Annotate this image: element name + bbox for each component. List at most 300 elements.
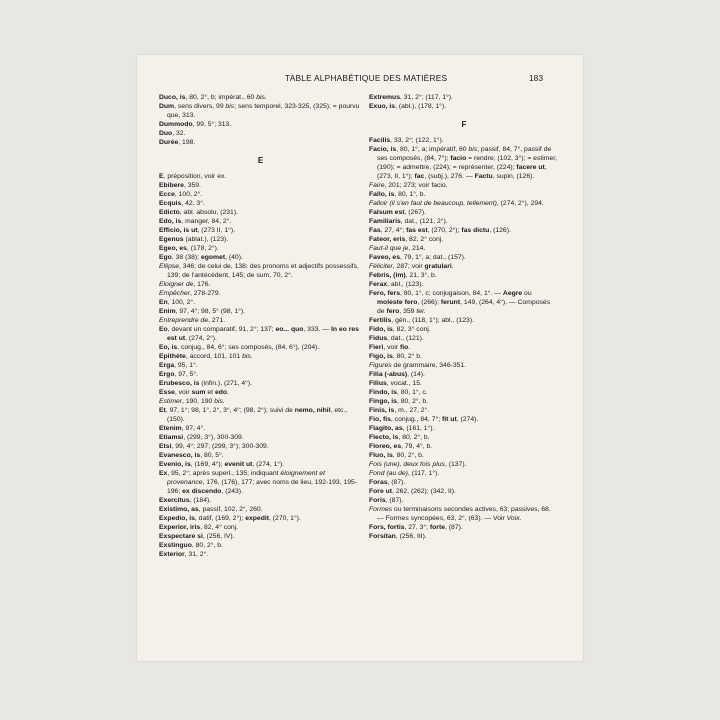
index-entry	[159, 541, 362, 550]
index-entry	[369, 289, 559, 316]
entry-headword: Forsitan	[369, 533, 396, 540]
entry-text: , 97, 4°; 98, 5° (98, 1°).	[175, 308, 245, 315]
entry-text: ; passif, 84, 7°, passif de ses composés, (84, 7°);	[377, 146, 552, 162]
entry-text: , (274, 1°).	[252, 461, 285, 468]
entry-headword: Exstinguo	[159, 542, 192, 549]
index-entry	[159, 433, 362, 442]
entry-headword: Aegre	[502, 290, 523, 297]
entry-text: , (126).	[489, 227, 511, 234]
index-entry	[159, 138, 362, 147]
entry-text: , (subj.), 276. —	[424, 173, 475, 180]
entry-text: , 100, 2°.	[167, 299, 195, 306]
entry-text: , dat., (121).	[387, 335, 424, 342]
entry-headword: Edicto	[159, 209, 180, 216]
entry-headword: Evenio, is	[159, 461, 191, 468]
page-number: 183	[529, 73, 543, 83]
entry-headword: Fidus	[369, 335, 388, 342]
index-entry	[159, 325, 362, 343]
index-entry	[159, 298, 362, 307]
entry-headword: Extremus	[369, 94, 400, 101]
index-entry	[369, 496, 559, 505]
entry-text: , 80, 2°, b.	[396, 398, 429, 405]
index-entry	[369, 190, 559, 199]
index-entry	[159, 172, 362, 181]
index-entry	[159, 235, 362, 244]
entry-italic: Figures	[369, 362, 392, 369]
index-column-left	[159, 93, 362, 559]
entry-headword: Filia (-abus)	[369, 371, 408, 378]
entry-headword: egomet	[200, 254, 226, 261]
index-entry	[369, 280, 559, 289]
entry-text: , 359.	[183, 182, 201, 189]
entry-italic: ter.	[416, 308, 426, 315]
index-entry	[159, 388, 362, 397]
entry-headword: gratulari	[424, 263, 452, 270]
entry-text: , 31, 2°.	[184, 551, 209, 558]
entry-text: , 99, 4°; 297; (299, 3°); 300-309.	[171, 443, 269, 450]
index-entry	[159, 208, 362, 217]
index-entry	[369, 532, 559, 541]
index-entry	[369, 262, 559, 271]
entry-text: , 31, 2°; (117, 1°).	[399, 94, 453, 101]
index-entry	[369, 226, 559, 235]
entry-headword: Existimo, as	[159, 506, 199, 513]
entry-headword: Ecce	[159, 191, 175, 198]
entry-headword: Exercitus	[159, 497, 190, 504]
index-entry	[369, 415, 559, 424]
index-entry	[159, 361, 362, 370]
entry-headword: Expedio, is	[159, 515, 195, 522]
entry-text: , conjug., 84, 6°; ses composés, (84, 6°), (204).	[177, 344, 320, 351]
entry-text: , (267).	[404, 209, 427, 216]
entry-text: , (117, 1°).	[407, 470, 440, 477]
entry-text: ou terminaisons secondes actives, 63; passives, 68. — Formes syncopées, 63, 2°, (63). — Voir	[377, 506, 551, 522]
entry-text: ou	[522, 290, 532, 297]
entry-headword: Ergo	[159, 371, 175, 378]
entry-text: ; sens temporel, 323-325, (325); = pourvu que, 313.	[167, 103, 360, 119]
index-entry	[369, 244, 559, 253]
entry-text: , 190, 190	[182, 398, 215, 405]
index-entry	[159, 406, 362, 424]
entry-italic: Ellipse	[159, 263, 180, 270]
entry-text: (ablat.), (123).	[183, 236, 229, 243]
entry-headword: Dummodo	[159, 121, 193, 128]
entry-italic: Eloigner de	[159, 281, 194, 288]
entry-headword: Eo, is	[159, 344, 178, 351]
entry-text: , 27, 4°;	[380, 227, 407, 234]
entry-text: , 82, 4° conj.	[200, 524, 239, 531]
entry-text: , sens divers, 99	[174, 103, 226, 110]
entry-headword: evenit ut	[224, 461, 253, 468]
index-entry	[159, 244, 362, 253]
entry-text: , (137).	[444, 461, 467, 468]
entry-text: , dat., (121, 2°).	[400, 218, 448, 225]
entry-headword: Egeo, es	[159, 245, 187, 252]
entry-italic: bis.	[242, 353, 253, 360]
index-entry	[159, 352, 362, 361]
running-title: TABLE ALPHABÉTIQUE DES MATIÈRES	[285, 73, 448, 83]
index-entry	[369, 352, 559, 361]
entry-headword: Foras	[369, 479, 388, 486]
entry-text: , (87).	[385, 497, 404, 504]
entry-text: , 99, 5°; 313.	[192, 121, 232, 128]
entry-italic: bis.	[256, 94, 267, 101]
entry-text: , 176.	[193, 281, 211, 288]
entry-headword: En	[159, 299, 168, 306]
entry-headword: Etiamsi	[159, 434, 184, 441]
entry-text: de grammaire, 346-351.	[391, 362, 467, 369]
index-entry	[369, 325, 559, 334]
entry-text: , 80, 2°, b.	[191, 542, 223, 549]
index-entry	[159, 370, 362, 379]
index-entry	[159, 523, 362, 532]
entry-headword: Familiaris	[369, 218, 401, 225]
index-entry	[369, 469, 559, 478]
entry-text: , 82, 2° conj.	[405, 236, 444, 243]
entry-headword: fio	[399, 344, 409, 351]
index-entry	[159, 424, 362, 433]
entry-text: , 27, 3°;	[404, 524, 430, 531]
index-entry	[369, 361, 559, 370]
entry-text: , etc., (150).	[167, 407, 348, 423]
entry-text: , conjug., 84, 7°;	[390, 416, 442, 423]
entry-text: , voir	[174, 389, 192, 396]
index-entry	[369, 102, 559, 111]
entry-text: , datif, (169, 2°);	[194, 515, 246, 522]
entry-text: , 278-279.	[189, 290, 221, 297]
entry-headword: Fingo, is	[369, 398, 397, 405]
entry-italic: Estimer	[159, 398, 183, 405]
entry-headword: Foris	[369, 497, 386, 504]
entry-text: , 80, 2°, b; impérat., 60	[185, 94, 257, 101]
entry-headword: nemo, nihil	[294, 407, 331, 414]
entry-headword: Etenim	[159, 425, 182, 432]
entry-headword: Facilis	[369, 137, 391, 144]
index-entry	[369, 235, 559, 244]
entry-text: , gén., (118, 1°); abl., (123).	[391, 317, 474, 324]
entry-text: , (270, 2°);	[427, 227, 462, 234]
index-entry	[159, 262, 362, 280]
entry-text: = rendre; (102, 3°); = estimer, (190); = admettre, (224); = représenter, (224);	[377, 155, 557, 171]
index-column-right	[369, 93, 559, 541]
entry-text: , 80, 1°, c; conjugaison, 84, 1°. —	[399, 290, 503, 297]
index-entry	[369, 487, 559, 496]
index-entry	[159, 442, 362, 451]
entry-headword: eo... quo	[275, 326, 304, 333]
entry-headword: facere ut	[516, 164, 545, 171]
entry-italic: Faut-il que je	[369, 245, 409, 252]
entry-text: , 333. —	[303, 326, 331, 333]
index-entry	[159, 93, 362, 102]
entry-headword: Fieri	[369, 344, 384, 351]
entry-text: , 79, 1°, a; dat., (157).	[399, 254, 466, 261]
entry-text: , (274).	[456, 416, 479, 423]
entry-headword: Flecto, is	[369, 434, 399, 441]
index-entry	[159, 253, 362, 262]
entry-text: , 32.	[172, 130, 186, 137]
entry-text: , (169, 4°);	[190, 461, 225, 468]
entry-text: , 80, 1°, b.	[394, 191, 426, 198]
index-entry	[159, 460, 362, 469]
entry-text: , 359	[399, 308, 417, 315]
index-entry	[159, 102, 362, 120]
entry-headword: Finis, is	[369, 407, 395, 414]
index-entry	[159, 280, 362, 289]
entry-text: , 214.	[408, 245, 426, 252]
entry-italic: Entreprendre de	[159, 317, 209, 324]
entry-text: (infin.), (271, 4°).	[199, 380, 253, 387]
index-entry	[159, 343, 362, 352]
index-entry	[369, 136, 559, 145]
entry-text: , 95, 2°; après superl., 135; indiquant	[167, 470, 281, 477]
entry-headword: Fors, fortis	[369, 524, 405, 531]
entry-text: , 21, 3°, b.	[405, 272, 437, 279]
entry-headword: moleste fero	[377, 299, 418, 306]
entry-italic: Empêcher	[159, 290, 190, 297]
entry-text: , 201; 273; voir facio.	[384, 182, 448, 189]
entry-text: , m., 27, 2°.	[394, 407, 430, 414]
entry-headword: Ebibere	[159, 182, 184, 189]
index-entry	[369, 181, 559, 190]
index-entry	[369, 343, 559, 352]
entry-text: , 262, (262); (342, II).	[392, 488, 456, 495]
entry-headword: Evanesco, is	[159, 452, 201, 459]
index-entry	[159, 532, 362, 541]
entry-headword: Findo, is	[369, 389, 397, 396]
index-entry	[159, 181, 362, 190]
entry-headword: Fateor, eris	[369, 236, 406, 243]
index-entry	[369, 433, 559, 442]
entry-text: , (274, 2°).	[185, 335, 217, 342]
index-entry	[159, 316, 362, 325]
section-letter: E	[257, 156, 264, 165]
entry-text: , (273 II, 1°).	[197, 227, 236, 234]
index-entry	[159, 379, 362, 388]
entry-text: , 42, 3°.	[181, 200, 205, 207]
entry-text: , voir	[383, 344, 400, 351]
entry-italic: Formes	[369, 506, 393, 513]
entry-headword: fit ut	[442, 416, 457, 423]
index-entry	[369, 271, 559, 280]
index-entry	[369, 478, 559, 487]
entry-headword: Edo, is	[159, 218, 182, 225]
entry-text: , 82, 3° conj.	[392, 326, 431, 333]
entry-text: , préposition, voir ex.	[163, 173, 227, 180]
entry-text: , 80, 1°, a; impératif, 60	[396, 146, 469, 153]
entry-text: , 95, 1°.	[174, 362, 198, 369]
index-entry	[159, 307, 362, 316]
entry-headword: expedit	[245, 515, 270, 522]
index-entry	[369, 442, 559, 451]
entry-headword: Fallo, is	[369, 191, 395, 198]
entry-headword: Floreo, es	[369, 443, 402, 450]
entry-headword: Ex	[159, 470, 168, 477]
entry-headword: Ecquis	[159, 200, 182, 207]
entry-headword: Exspectare si	[159, 533, 203, 540]
entry-headword: Fertilis	[369, 317, 392, 324]
index-entry	[369, 388, 559, 397]
entry-italic: bis	[225, 103, 235, 110]
entry-italic: bis	[468, 146, 478, 153]
entry-text: , 33, 2°; (122, 1°).	[390, 137, 444, 144]
entry-headword: ex discendo	[182, 488, 222, 495]
entry-text: , devant un comparatif, 91, 2°; 137;	[167, 326, 276, 333]
entry-headword: forte	[429, 524, 445, 531]
entry-headword: Exterior	[159, 551, 185, 558]
entry-headword: Erga	[159, 362, 175, 369]
entry-text: , 287; voir	[392, 263, 425, 270]
entry-headword: Facio, is	[369, 146, 397, 153]
entry-headword: sum	[191, 389, 206, 396]
entry-text: , (87).	[387, 479, 406, 486]
entry-headword: Egenus	[159, 236, 184, 243]
entry-headword: Fas	[369, 227, 381, 234]
index-entry	[369, 217, 559, 226]
book-page	[137, 55, 583, 661]
entry-text: , 38 (38);	[171, 254, 201, 261]
index-entry	[369, 199, 559, 208]
entry-headword: Erubesco, is	[159, 380, 200, 387]
entry-text: , (14).	[407, 371, 425, 378]
entry-text: , accord, 101, 101	[185, 353, 243, 360]
entry-text: , 79, 4°, b.	[401, 443, 433, 450]
entry-headword: Efficio, is ut	[159, 227, 198, 234]
entry-text: , vocat., 15.	[386, 380, 422, 387]
entry-italic: Voix.	[506, 515, 522, 522]
entry-text: , (243).	[221, 488, 243, 495]
entry-headword: Falsum est	[369, 209, 405, 216]
index-entry	[159, 397, 362, 406]
index-entry	[369, 460, 559, 469]
index-entry	[159, 129, 362, 138]
entry-headword: fero	[386, 308, 400, 315]
entry-headword: In eo res est ut	[167, 326, 359, 342]
entry-text: , 346; de celui de, 138; des pronoms et adjectifs possessifs, 139; de l'antécédent, 145; de sum, 70, 2°.	[167, 263, 359, 279]
entry-headword: Enim	[159, 308, 176, 315]
entry-italic: Falloir (il s'en faut de beaucoup, tellement)	[369, 200, 497, 207]
index-entry	[159, 550, 362, 559]
entry-text: , 100, 2°.	[174, 191, 203, 198]
index-entry	[159, 217, 362, 226]
entry-italic: Fond (au de)	[369, 470, 408, 477]
entry-text: , (184).	[189, 497, 212, 504]
entry-text: , 80, 1°, c.	[396, 389, 428, 396]
index-entry	[159, 120, 362, 129]
entry-headword: Etsi	[159, 443, 172, 450]
index-entry	[369, 334, 559, 343]
entry-headword: facio	[450, 155, 467, 162]
entry-text: , 80, 2° b.	[392, 353, 422, 360]
entry-italic: bis.	[214, 398, 225, 405]
entry-headword: Experior, iris	[159, 524, 201, 531]
entry-headword: Ego	[159, 254, 172, 261]
entry-headword: Epithète	[159, 353, 186, 360]
index-entry	[369, 505, 559, 523]
section-letter: F	[461, 120, 467, 129]
index-entry	[159, 226, 362, 235]
entry-text: .	[227, 389, 229, 396]
entry-headword: ferunt	[440, 299, 461, 306]
index-entry	[369, 379, 559, 388]
entry-text: , 176, (176), 177; avec noms de lieu, 192-193, 195-196;	[167, 479, 358, 495]
entry-text: , (161, 1°).	[402, 425, 435, 432]
entry-headword: edo	[214, 389, 228, 396]
index-entry	[159, 505, 362, 514]
entry-text: , 149, (264, 4°). — Composés de	[377, 299, 551, 315]
page-header	[137, 73, 583, 87]
entry-italic: Faire	[369, 182, 385, 189]
entry-headword: fas dictu	[461, 227, 490, 234]
index-entry	[369, 253, 559, 262]
entry-text: , supin, (126).	[492, 173, 535, 180]
entry-headword: E	[159, 173, 164, 180]
index-entry	[159, 514, 362, 523]
entry-text: , 80, 2°, b.	[398, 434, 430, 441]
entry-text: , (274, 2°), 294.	[496, 200, 544, 207]
index-entry	[369, 397, 559, 406]
entry-headword: fac	[414, 173, 425, 180]
index-entry	[369, 523, 559, 532]
index-entry	[369, 93, 559, 102]
entry-headword: Dum	[159, 103, 175, 110]
entry-text: , (178, 2°).	[186, 245, 219, 252]
entry-text: , 80, 2°, b.	[392, 452, 424, 459]
entry-text: , (270, 1°).	[269, 515, 301, 522]
entry-headword: Duco, is	[159, 94, 186, 101]
entry-headword: Filius	[369, 380, 387, 387]
entry-headword: Figo, is	[369, 353, 393, 360]
entry-text: , (256, IV).	[202, 533, 235, 540]
index-entry	[159, 289, 362, 298]
entry-text: et	[205, 389, 215, 396]
entry-text: , abl., (123).	[387, 281, 424, 288]
entry-headword: Factu	[474, 173, 493, 180]
entry-text: .	[451, 263, 454, 270]
entry-text: , (87).	[445, 524, 463, 531]
entry-text: , 80, 5°.	[200, 452, 224, 459]
entry-text: , abl. absolu, (231).	[179, 209, 238, 216]
entry-headword: Febris, (im)	[369, 272, 406, 279]
index-entry	[369, 406, 559, 415]
index-entry	[159, 190, 362, 199]
index-entry	[369, 424, 559, 433]
entry-headword: Flagito, as	[369, 425, 403, 432]
entry-text: , 97, 1°; 98, 1°, 2°, 3°, 4°; (98, 2°); suivi de	[165, 407, 295, 414]
index-entry	[369, 451, 559, 460]
index-entry	[369, 316, 559, 325]
entry-headword: Faveo, es	[369, 254, 400, 261]
index-entry	[159, 469, 362, 496]
entry-text: , 271.	[208, 317, 226, 324]
entry-text: , 198.	[178, 139, 196, 146]
entry-headword: Fluo, is	[369, 452, 393, 459]
entry-text: , (40).	[225, 254, 243, 261]
entry-headword: Durée	[159, 139, 179, 146]
entry-headword: Ferax	[369, 281, 388, 288]
entry-italic: Féliciter	[369, 263, 393, 270]
entry-headword: Fero, fers	[369, 290, 400, 297]
entry-headword: Duo	[159, 130, 173, 137]
entry-text: , (299, 3°), 300-309.	[183, 434, 244, 441]
index-entry	[369, 145, 559, 181]
entry-italic: Fois (une), deux fois plus	[369, 461, 445, 468]
entry-text: , 97, 4°.	[181, 425, 206, 432]
entry-headword: Esse	[159, 389, 175, 396]
index-entry	[159, 496, 362, 505]
entry-text: , (266);	[417, 299, 441, 306]
index-entry	[369, 208, 559, 217]
entry-headword: Fore ut	[369, 488, 393, 495]
